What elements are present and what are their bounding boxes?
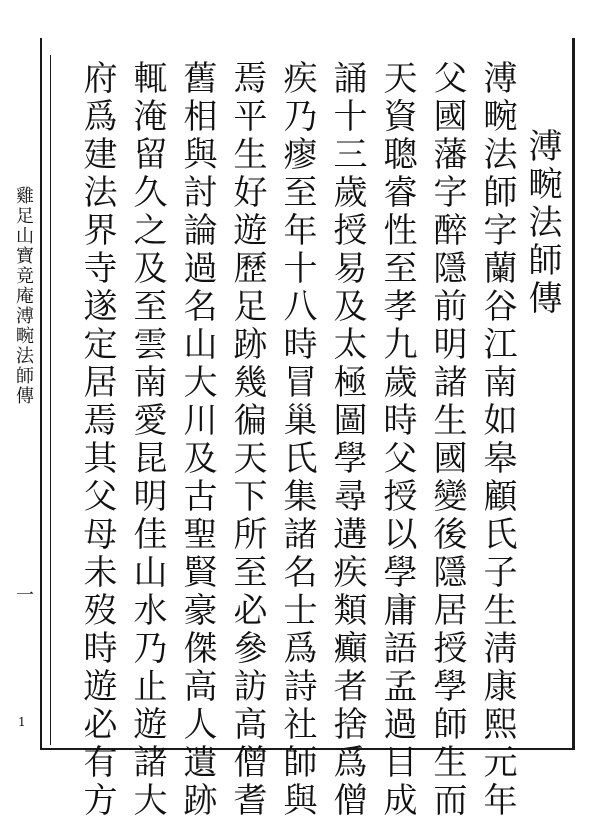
text-column-2: 父國藩字醉隱前明諸生國變後隱居授學師生而 [427, 60, 467, 820]
outer-frame-left [40, 38, 42, 750]
margin-book-title: 雞足山寶竟庵溥畹法師傳 [13, 186, 34, 406]
text-column-6: 焉平生好遊歷足跡幾徧天下所至必參訪高僧耆 [227, 60, 267, 820]
text-column-5: 疾乃瘳至年十八時冒巢氏集諸名士爲詩社師與 [277, 60, 317, 820]
folio-number: 1 [18, 715, 26, 729]
outer-frame-right [572, 38, 575, 750]
text-column-1: 溥畹法師字蘭谷江南如皋顧氏子生淸康熙元年 [477, 60, 517, 820]
document-title: 溥畹法師傳 [522, 128, 562, 318]
text-column-4: 誦十三歲授易及太極圖學尋遘疾類癲者捨爲僧 [327, 60, 367, 820]
folio-mark: 一 [13, 585, 34, 603]
text-column-7: 舊相與討論過名山大川及古聖賢豪傑高人遺跡 [177, 60, 217, 820]
text-column-9: 府爲建法界寺遂定居焉其父母未歿時遊必有方 [77, 60, 117, 820]
margin-inner-line [50, 55, 51, 745]
text-column-8: 輒淹留久之及至雲南愛昆明佳山水乃止遊諸大 [127, 60, 167, 820]
text-column-3: 天資聰睿性至孝九歲時父授以學庸語孟過目成 [377, 60, 417, 820]
